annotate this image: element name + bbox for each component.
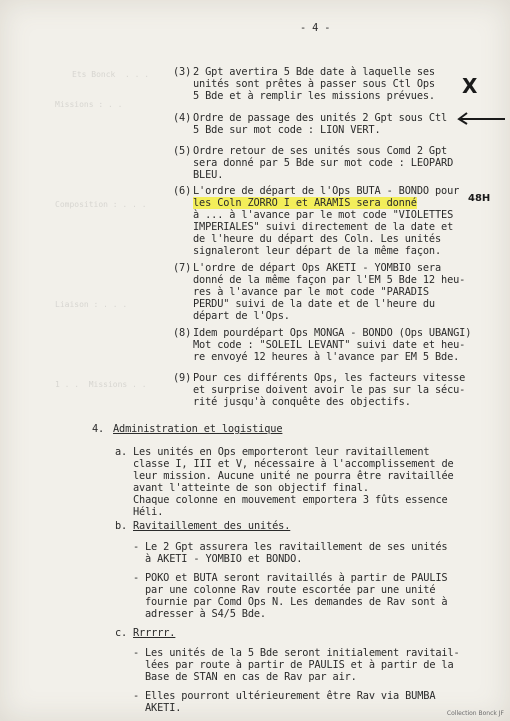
bullet-dash: -: [133, 572, 140, 584]
item-number: (8): [173, 327, 192, 339]
item-number: (9): [173, 372, 192, 384]
handwritten-48h-note: 48H: [468, 193, 491, 204]
item-line: Idem pourdépart Ops MONGA - BONDO (Ops UBANGI): [193, 327, 472, 339]
bullet-line: Le 2 Gpt assurera les ravitaillement de ses unités: [145, 541, 448, 553]
paragraph-line: avant l'atteinte de son objectif final.: [133, 482, 369, 494]
item-line: signaleront leur départ de la même façon.: [193, 245, 442, 257]
item-line: PERDU" suivi de la date et de l'heure du: [193, 298, 435, 310]
item-line: de l'heure du départ des Coln. Les unités: [193, 233, 442, 245]
item-line: Pour ces différents Ops, les facteurs vitesse: [193, 372, 466, 384]
item-line: Ordre retour de ses unités sous Comd 2 Gpt: [193, 145, 448, 157]
paragraph-line: leur mission. Aucune unité ne pourra être ravitaillée: [133, 470, 454, 482]
document-page: Ets Bonck . . . Missions : . . Composition : . . . Liaison : . . . 1 . . Missions . . - 4 - (3) 2 Gpt avertira 5 Bde date à laquelle ses unités sont prêtes à passer sous Ctl Ops 5 Bde et à remplir les missions prévues. X (4) Ordre de passage des unités 2 Gpt sous Ctl 5 Bde sur mot code : LION VERT. (5) Ordre retour de ses unités sous Comd 2 Gpt sera donné par 5 Bde sur mot code : LEOPARD BLEU. (6) L'ordre de départ de l'Ops BUTA - BONDO pour les Coln ZORRO I et ARAMIS sera donné à ... à l'avance par le mot code "VIOLETTES IMPERIALES" suivi directement de la date et de l'heure du départ des Coln. Les unités signaleront leur départ de la même façon. 48H (7) L'ordre de départ Ops AKETI - YOMBIO sera donné de la même façon par l'EM 5 Bde 12 heu- res à l'avance par le mot code "PARADIS PERDU" suivi de la date et de l'heure du départ de l'Ops. (8) Idem pourdépart Ops MONGA - BONDO (Ops UBANGI) Mot code : "SOLEIL LEVANT" suivi date et heu- re envoyé 12 heures à l'avance par EM 5 Bde. (9) Pour ces différents Ops, les facteurs vitesse et surprise doivent avoir le pas sur la sécu- rité jusqu'à conquête des objectifs. 4. Administration et logistique a. Les unités en Ops emporteront leur ravitaillement classe I, III et V, nécessaire à l'accomplissement de leur mission. Aucune unité ne pourra être ravitaillée avant l'atteinte de son objectif final. Chaque colonne en mouvement emportera 3 fûts essence Héli. b. Ravitaillement des unités. - Le 2 Gpt assurera les ravitaillement de ses unités à AKETI - YOMBIO et BONDO. - POKO et BUTA seront ravitaillés à partir de PAULIS par une colonne Rav route escortée par une unité fournie par Comd Ops N. Les demandes de Rav sont à adresser à S4/5 Bde. c. Rrrrrr. - Les unités de la 5 Bde seront initialement ravitail- lées par route à partir de PAULIS et à partir de la Base de STAN en cas de Rav par air. - Elles pourront ultérieurement être Rav via BUMBA AKETI. Collection Bonck JF: [0, 0, 510, 721]
page-number: - 4 -: [300, 22, 331, 34]
item-line: L'ordre de départ de l'Ops BUTA - BONDO pour: [193, 185, 460, 197]
item-line: et surprise doivent avoir le pas sur la sécu-: [193, 384, 466, 396]
collection-stamp: Collection Bonck JF: [446, 710, 504, 717]
paragraph-line: Les unités en Ops emporteront leur ravitaillement: [133, 446, 430, 458]
item-number: (5): [173, 145, 192, 157]
item-number: (3): [173, 66, 192, 78]
item-number: (7): [173, 262, 192, 274]
subsection-label: b.: [115, 520, 128, 532]
handwritten-arrow-icon: [455, 110, 507, 126]
bullet-line: fournie par Comd Ops N. Les demandes de Rav sont à: [145, 596, 448, 608]
item-line: Ordre de passage des unités 2 Gpt sous Ctl: [193, 112, 448, 124]
bullet-dash: -: [133, 647, 140, 659]
bullet-line: par une colonne Rav route escortée par une unité: [145, 584, 436, 596]
bullet-dash: -: [133, 690, 140, 702]
bullet-line: à AKETI - YOMBIO et BONDO.: [145, 553, 303, 565]
paragraph-line: Chaque colonne en mouvement emportera 3 fûts essence: [133, 494, 448, 506]
bullet-dash: -: [133, 541, 140, 553]
bullet-line: POKO et BUTA seront ravitaillés à partir de PAULIS: [145, 572, 448, 584]
item-line: res à l'avance par le mot code "PARADIS: [193, 286, 429, 298]
paragraph-line: Héli.: [133, 506, 164, 518]
item-line: IMPERIALES" suivi directement de la date et: [193, 221, 454, 233]
bullet-line: AKETI.: [145, 702, 182, 714]
item-line: unités sont prêtes à passer sous Ctl Ops: [193, 78, 435, 90]
bullet-line: Elles pourront ultérieurement être Rav via BUMBA: [145, 690, 436, 702]
handwritten-x-mark: X: [462, 74, 478, 98]
item-line: départ de l'Ops.: [193, 310, 290, 322]
item-line: donné de la même façon par l'EM 5 Bde 12 heu-: [193, 274, 466, 286]
bullet-line: Les unités de la 5 Bde seront initialement ravitail-: [145, 647, 460, 659]
subsection-label: c.: [115, 627, 128, 639]
item-line: rité jusqu'à conquête des objectifs.: [193, 396, 411, 408]
item-line: 5 Bde et à remplir les missions prévues.: [193, 90, 435, 102]
item-line: sera donné par 5 Bde sur mot code : LEOPARD: [193, 157, 454, 169]
section-number: 4.: [92, 423, 105, 435]
bullet-line: Base de STAN en cas de Rav par air.: [145, 671, 357, 683]
item-number: (4): [173, 112, 192, 124]
item-number: (6): [173, 185, 192, 197]
item-line: BLEU.: [193, 169, 224, 181]
section-title: Administration et logistique: [113, 423, 283, 435]
subsection-title: Ravitaillement des unités.: [133, 520, 291, 532]
item-line: à ... à l'avance par le mot code "VIOLETTES: [193, 209, 454, 221]
item-line: 2 Gpt avertira 5 Bde date à laquelle ses: [193, 66, 435, 78]
bullet-line: adresser à S4/5 Bde.: [145, 608, 266, 620]
paragraph-line: classe I, III et V, nécessaire à l'accomplissement de: [133, 458, 454, 470]
item-line: re envoyé 12 heures à l'avance par EM 5 Bde.: [193, 351, 460, 363]
item-line-highlighted: les Coln ZORRO I et ARAMIS sera donné: [193, 197, 417, 209]
subsection-label: a.: [115, 446, 128, 458]
item-line: 5 Bde sur mot code : LION VERT.: [193, 124, 381, 136]
bullet-line: lées par route à partir de PAULIS et à partir de la: [145, 659, 454, 671]
subsection-title: Rrrrrr.: [133, 627, 176, 639]
item-line: Mot code : "SOLEIL LEVANT" suivi date et heu-: [193, 339, 466, 351]
item-line: L'ordre de départ Ops AKETI - YOMBIO sera: [193, 262, 442, 274]
